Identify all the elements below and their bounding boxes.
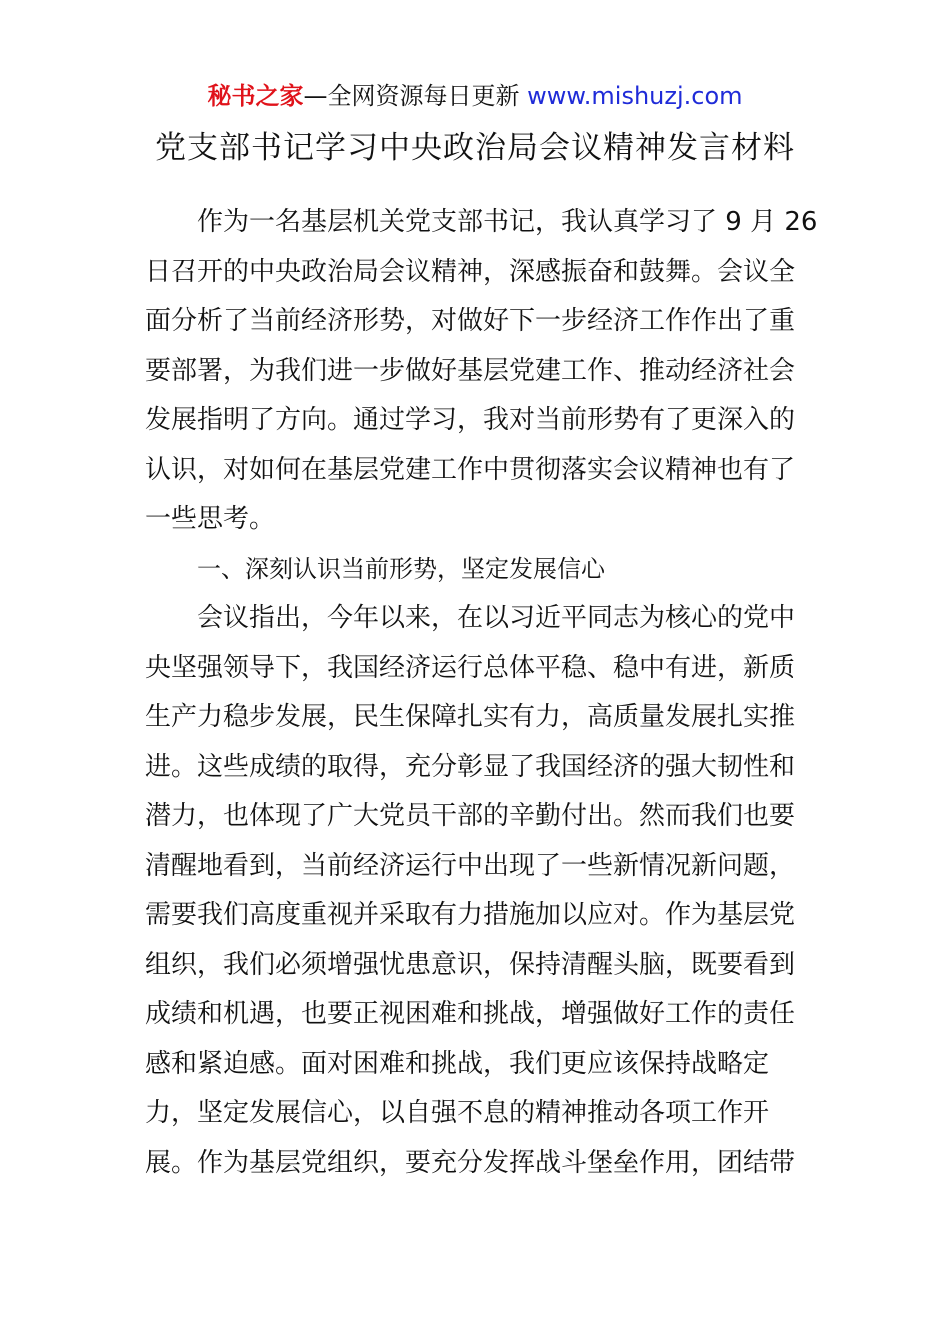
paragraph-line: 组织，我们必须增强忧患意识，保持清醒头脑，既要看到 [145, 949, 796, 980]
paragraph-line: 日召开的中央政治局会议精神，深感振奋和鼓舞。会议全 [145, 256, 796, 287]
paragraph-line: 进。这些成绩的取得，充分彰显了我国经济的强大韧性和 [145, 751, 796, 782]
site-header [0, 80, 950, 112]
document-title: 党支部书记学习中央政治局会议精神发言材料 [155, 130, 795, 166]
paragraph-line: 要部署，为我们进一步做好基层党建工作、推动经济社会 [145, 355, 796, 386]
paragraph-line: 清醒地看到，当前经济运行中出现了一些新情况新问题， [145, 850, 796, 881]
paragraph-line: 会议指出，今年以来，在以习近平同志为核心的党中 [197, 603, 796, 633]
document-body [145, 198, 818, 1188]
section-heading: 一、深刻认识当前形势，坚定发展信心 [197, 554, 605, 583]
paragraph-line: 发展指明了方向。通过学习，我对当前形势有了更深入的 [145, 405, 796, 435]
site-url-link[interactable]: www.mishuzj.com [527, 82, 743, 110]
paragraph-line: 感和紧迫感。面对困难和挑战，我们更应该保持战略定 [145, 1048, 770, 1079]
paragraph-line: 生产力稳步发展，民生保障扎实有力，高质量发展扎实推 [145, 702, 796, 732]
paragraph-line: 面分析了当前经济形势，对做好下一步经济工作作出了重 [145, 306, 796, 336]
site-brand: 秘书之家 [207, 82, 304, 110]
paragraph-line: 作为一名基层机关党支部书记，我认真学习了 9 月 26 [197, 207, 818, 237]
paragraph-line: 力，坚定发展信心，以自强不息的精神推动各项工作开 [145, 1098, 770, 1128]
paragraph-line: 央坚强领导下，我国经济运行总体平稳、稳中有进，新质 [145, 652, 796, 683]
paragraph-line: 一些思考。 [145, 504, 276, 534]
paragraph-line: 需要我们高度重视并采取有力措施加以应对。作为基层党 [145, 900, 796, 930]
paragraph-line: 认识，对如何在基层党建工作中贯彻落实会议精神也有了 [145, 454, 796, 485]
paragraph-line: 成绩和机遇，也要正视困难和挑战，增强做好工作的责任 [145, 999, 796, 1029]
paragraph-line: 潜力，也体现了广大党员干部的辛勤付出。然而我们也要 [145, 801, 796, 831]
site-tagline: —全网资源每日更新 [303, 82, 528, 110]
paragraph-line: 展。作为基层党组织，要充分发挥战斗堡垒作用，团结带 [145, 1147, 796, 1178]
